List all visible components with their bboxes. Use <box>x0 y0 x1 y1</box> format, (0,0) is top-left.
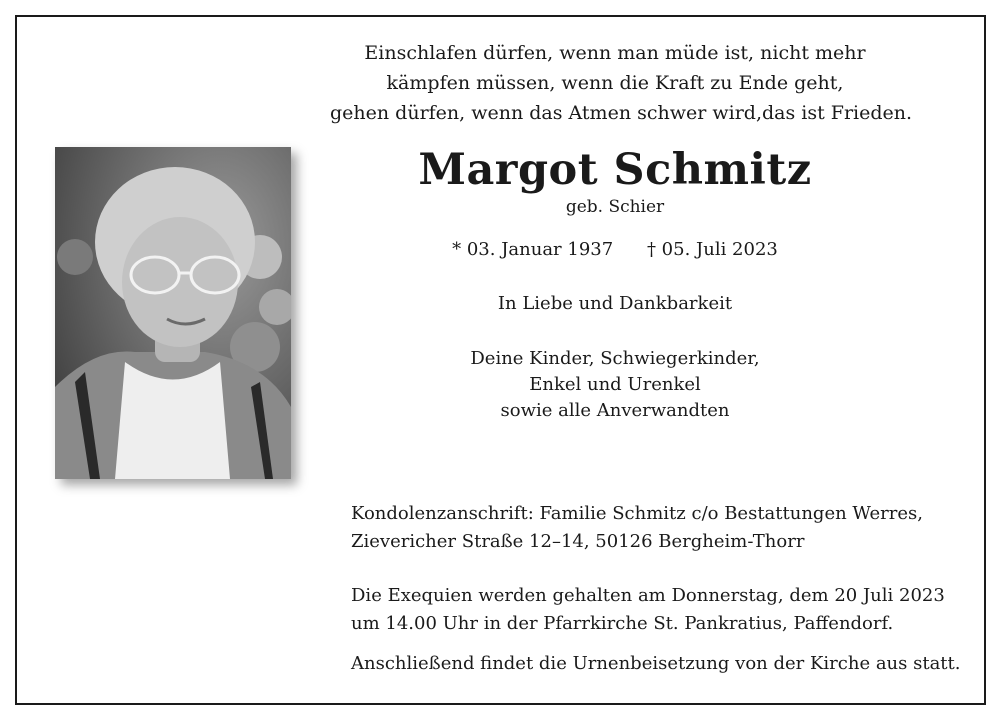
death-date: † 05. Juli 2023 <box>646 239 778 260</box>
address-line: Zievericher Straße 12–14, 50126 Bergheim-Thorr <box>351 531 805 552</box>
portrait-illustration <box>55 147 291 479</box>
birth-date: * 03. Januar 1937 <box>452 239 614 260</box>
urn-burial: Anschließend findet die Urnenbeisetzung von der Kirche aus statt. <box>351 653 961 674</box>
mourners <box>330 346 900 424</box>
poem <box>330 38 913 128</box>
condolence-address <box>351 500 971 556</box>
poem-line: Einschlafen dürfen, wenn man müde ist, nicht mehr <box>364 42 866 64</box>
dedication: In Liebe und Dankbarkeit <box>497 293 733 314</box>
life-dates <box>330 236 900 264</box>
mourners-line: Deine Kinder, Schwiegerkinder, <box>470 348 760 369</box>
portrait-photo <box>55 147 291 479</box>
deceased-name: Margot Schmitz <box>418 145 812 195</box>
poem-line: kämpfen müssen, wenn die Kraft zu Ende geht, <box>386 72 844 94</box>
mourners-line: sowie alle Anverwandten <box>500 400 730 421</box>
address-line: Kondolenzanschrift: Familie Schmitz c/o Bestattungen Werres, <box>351 503 923 524</box>
service-line: Die Exequien werden gehalten am Donnerstag, dem 20 Juli 2023 <box>351 585 945 606</box>
mourners-line: Enkel und Urenkel <box>529 374 701 395</box>
service-line: um 14.00 Uhr in der Pfarrkirche St. Pankratius, Paffendorf. <box>351 613 894 634</box>
birth-name: geb. Schier <box>565 197 665 217</box>
funeral-service <box>351 582 971 638</box>
poem-line: gehen dürfen, wenn das Atmen schwer wird,das ist Frieden. <box>330 102 913 124</box>
